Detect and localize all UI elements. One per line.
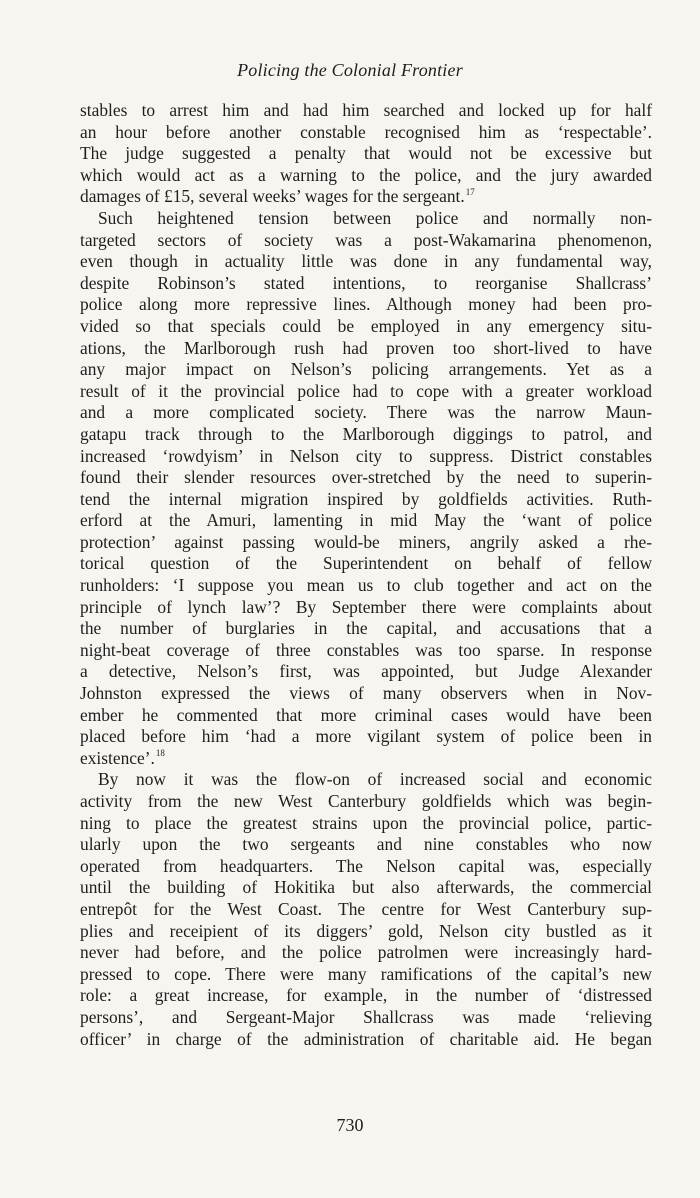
- line-text: ning to place the greatest strains upon the provincial police, partic-: [80, 812, 652, 833]
- line-text: ember he commented that more criminal cases would have been: [80, 704, 652, 725]
- text-line: [80, 424, 652, 446]
- line-text: the number of burglaries in the capital, and accusations that a: [80, 618, 652, 639]
- text-line: [80, 230, 652, 252]
- line-text: result of it the provincial police had to cope with a greater workload: [80, 380, 652, 401]
- page-number: 730: [336, 1115, 364, 1135]
- text-line: [80, 877, 652, 899]
- line-text: increased ‘rowdyism’ in Nelson city to suppress. District constables: [80, 445, 652, 466]
- line-text: damages of £15, several weeks’ wages for the sergeant.: [80, 186, 465, 207]
- line-text: and a more complicated society. There was the narrow Maun-: [80, 402, 652, 423]
- line-text: vided so that specials could be employed in any emergency situ-: [80, 315, 652, 336]
- text-line: [80, 1007, 652, 1029]
- line-text: found their slender resources over-stretched by the need to superin-: [80, 467, 652, 488]
- text-line: [80, 273, 652, 295]
- line-text: Johnston expressed the views of many observers when in Nov-: [80, 683, 652, 704]
- text-line: [80, 834, 652, 856]
- text-line: [80, 294, 652, 316]
- text-line: [80, 165, 652, 187]
- text-line: [80, 100, 652, 122]
- text-line: [80, 791, 652, 813]
- text-line: [80, 446, 652, 468]
- line-text: any major impact on Nelson’s policing arrangements. Yet as a: [80, 359, 652, 380]
- line-text: role: a great increase, for example, in the number of ‘distressed: [80, 985, 652, 1006]
- text-line: [80, 640, 652, 662]
- line-text: stables to arrest him and had him searched and locked up for half: [80, 100, 652, 120]
- text-line: [80, 510, 652, 532]
- line-text: plies and receipient of its diggers’ gold, Nelson city bustled as it: [80, 920, 652, 941]
- line-text: operated from headquarters. The Nelson capital was, especially: [80, 855, 652, 876]
- text-line: [80, 338, 652, 360]
- text-line: [80, 316, 652, 338]
- line-text: principle of lynch law’? By September there were complaints about: [80, 596, 652, 617]
- text-line: [80, 359, 652, 381]
- line-text: targeted sectors of society was a post-Wakamarina phenomenon,: [80, 229, 652, 250]
- text-line: [80, 251, 652, 273]
- text-line: [80, 186, 652, 208]
- line-text: protection’ against passing would-be miners, angrily asked a rhe-: [80, 531, 652, 552]
- text-line: [80, 143, 652, 165]
- text-line: [80, 899, 652, 921]
- line-text: existence’.: [80, 747, 155, 768]
- line-text: The judge suggested a penalty that would not be excessive but: [80, 143, 652, 164]
- line-text: which would act as a warning to the police, and the jury awarded: [80, 164, 652, 185]
- line-text: even though in actuality little was done in any fundamental way,: [80, 251, 652, 272]
- line-text: persons’, and Sergeant-Major Shallcrass was made ‘relieving: [80, 1006, 652, 1027]
- text-line: [80, 597, 652, 619]
- line-text: police along more repressive lines. Although money had been pro-: [80, 294, 652, 315]
- line-text: officer’ in charge of the administration of charitable aid. He began: [80, 1028, 652, 1049]
- text-line: [80, 1029, 652, 1051]
- line-text: an hour before another constable recognised him as ‘respectable’.: [80, 121, 652, 142]
- text-line: [80, 769, 652, 791]
- text-line: [80, 122, 652, 144]
- line-text: torical question of the Superintendent on behalf of fellow: [80, 553, 652, 574]
- running-head: Policing the Colonial Frontier: [237, 60, 463, 80]
- footnote-marker: 18: [155, 748, 165, 759]
- text-line: [80, 402, 652, 424]
- line-text: activity from the new West Canterbury goldfields which was begin-: [80, 791, 652, 811]
- footnote-marker: 17: [465, 186, 475, 197]
- text-line: [80, 748, 652, 770]
- line-text: night-beat coverage of three constables was too sparse. In response: [80, 639, 652, 660]
- line-text: until the building of Hokitika but also afterwards, the commercial: [80, 877, 652, 898]
- text-line: [80, 856, 652, 878]
- line-text: Such heightened tension between police and normally non-: [98, 207, 652, 228]
- line-text: tend the internal migration inspired by goldfields activities. Ruth-: [80, 488, 652, 509]
- text-line: [80, 618, 652, 640]
- text-line: [80, 964, 652, 986]
- text-line: [80, 381, 652, 403]
- text-line: [80, 942, 652, 964]
- text-line: [80, 813, 652, 835]
- line-text: By now it was the flow-on of increased social and economic: [98, 769, 652, 790]
- text-line: [80, 661, 652, 683]
- text-line: [80, 532, 652, 554]
- line-text: never had before, and the police patrolmen were increasingly hard-: [80, 942, 652, 963]
- line-text: pressed to cope. There were many ramifications of the capital’s new: [80, 963, 652, 984]
- text-line: [80, 553, 652, 575]
- text-line: [80, 489, 652, 511]
- text-line: [80, 985, 652, 1007]
- body-text: [80, 100, 652, 1050]
- text-line: [80, 683, 652, 705]
- line-text: a detective, Nelson’s first, was appointed, but Judge Alexander: [80, 661, 652, 682]
- line-text: erford at the Amuri, lamenting in mid May the ‘want of police: [80, 510, 652, 531]
- line-text: ularly upon the two sergeants and nine constables who now: [80, 834, 652, 855]
- text-line: [80, 726, 652, 748]
- text-line: [80, 705, 652, 727]
- line-text: despite Robinson’s stated intentions, to reorganise Shallcrass’: [80, 272, 652, 293]
- line-text: placed before him ‘had a more vigilant system of police been in: [80, 726, 652, 747]
- line-text: gatapu track through to the Marlborough diggings to patrol, and: [80, 423, 652, 444]
- line-text: runholders: ‘I suppose you mean us to club together and act on the: [80, 575, 652, 596]
- line-text: entrepôt for the West Coast. The centre for West Canterbury sup-: [80, 898, 652, 919]
- text-line: [80, 921, 652, 943]
- line-text: ations, the Marlborough rush had proven too short-lived to have: [80, 337, 652, 358]
- text-line: [80, 467, 652, 489]
- text-line: [80, 208, 652, 230]
- text-line: [80, 575, 652, 597]
